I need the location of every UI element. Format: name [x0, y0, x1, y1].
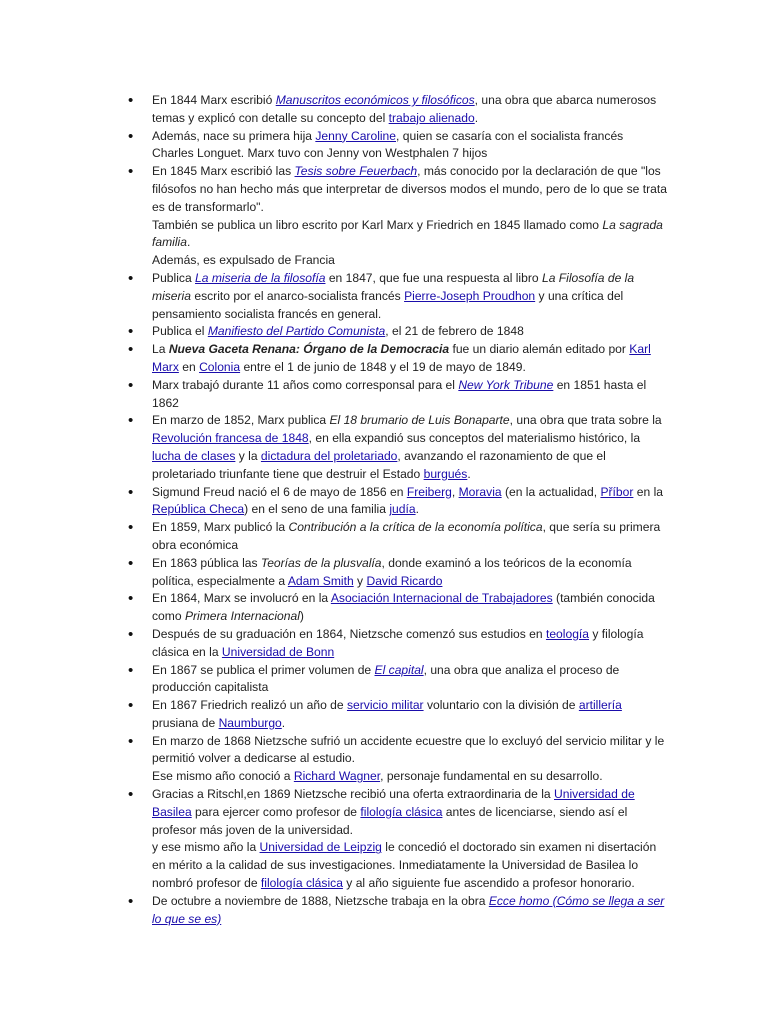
text-run: La Filosofía de la miseria — [152, 270, 635, 303]
text-run: En 1863 pública las — [152, 555, 261, 570]
text-run: Marx trabajó durante 11 años como corresponsal para el — [152, 377, 459, 392]
text-run: , personaje fundamental en su desarrollo. — [380, 769, 603, 784]
text-run: antes de licenciarse, siendo así el profesor más joven de la universidad. — [152, 804, 628, 837]
text-run: En marzo de 1852, Marx publica — [152, 413, 330, 428]
timeline-item-eccehomo — [128, 893, 668, 929]
text-run: En 1844 Marx escribió — [152, 93, 276, 107]
link[interactable]: teología — [545, 626, 590, 641]
timeline-item-e1845 — [128, 163, 668, 270]
link[interactable]: Ecce homo (Cómo se llega a ser lo que se es) — [152, 893, 665, 926]
text-run: ) — [299, 609, 304, 624]
text-run: en — [178, 359, 200, 374]
text-run: Además, es expulsado de Francia — [152, 253, 335, 268]
link[interactable]: La miseria de la filosofía — [195, 270, 326, 285]
timeline-item-asociacion — [128, 590, 668, 626]
link[interactable]: Příbor — [600, 484, 634, 499]
timeline-item-gaceta — [128, 341, 668, 377]
link[interactable]: Manuscritos económicos y filosóficos — [275, 93, 475, 107]
link[interactable]: New York Tribune — [458, 377, 554, 392]
text-run: . — [415, 502, 419, 517]
timeline-item-contribucion — [128, 519, 668, 555]
text-run: y ese mismo año la — [152, 840, 260, 855]
text-run: La sagrada familia — [152, 217, 663, 250]
text-run: y filología clásica en la — [152, 626, 644, 659]
link[interactable]: David Ricardo — [366, 573, 443, 588]
timeline-item-e1844 — [128, 92, 668, 128]
text-run: Publica el — [152, 324, 208, 339]
text-run: En 1859, Marx publicó la — [152, 520, 289, 535]
text-run: En 1867 se publica el primer volumen de — [152, 662, 375, 677]
timeline-item-freud — [128, 484, 668, 520]
text-run: en 1851 hasta el 1862 — [152, 377, 647, 410]
timeline-item-hija — [128, 128, 668, 164]
text-run: y una crítica del pensamiento socialista francés en general. — [152, 288, 624, 321]
text-run: , que sería su primera obra económica — [152, 520, 661, 552]
timeline-list — [128, 92, 668, 928]
text-run: También se publica un libro escrito por Karl Marx y Friedrich en 1845 llamado como — [152, 217, 603, 232]
text-run: ) en el seno de una familia — [244, 502, 390, 517]
text-run: y — [353, 573, 367, 588]
text-run: . — [467, 466, 471, 481]
text-run: , una obra que analiza el proceso de producción capitalista — [152, 662, 620, 695]
text-run: La — [152, 342, 169, 357]
text-run: prusiana de — [152, 715, 219, 730]
text-run: , en ella expandió sus conceptos del materialismo histórico, la — [308, 431, 641, 446]
text-run: voluntario con la división de — [423, 698, 579, 713]
timeline-item-tribune — [128, 377, 668, 413]
link[interactable]: trabajo alienado — [388, 110, 475, 125]
link[interactable]: Manifiesto del Partido Comunista — [207, 324, 386, 339]
timeline-item-miseria — [128, 270, 668, 323]
text-run: , avanzando el razonamiento de que el proletariado triunfante tiene que destruir el Estado — [152, 448, 606, 481]
text-run: en la — [633, 484, 663, 499]
timeline-item-militar — [128, 697, 668, 733]
text-run: De octubre a noviembre de 1888, Nietzsche trabaja en la obra — [152, 893, 489, 908]
text-run: Sigmund Freud nació el 6 de mayo de 1856 en — [152, 484, 407, 499]
text-run: En 1867 Friedrich realizó un año de — [152, 698, 347, 713]
text-run: , una obra que abarca numerosos temas y explicó con detalle su concepto del — [152, 93, 657, 125]
text-run: le concedió el doctorado sin examen ni disertación en mérito a la calidad de sus investigaciones. Inmediatamente la Universidad de Basilea lo nombró profesor de — [152, 840, 657, 891]
timeline-item-plusvalia — [128, 555, 668, 591]
link[interactable]: Universidad de Bonn — [221, 644, 335, 659]
text-run: En 1864, Marx se involucró en la — [152, 591, 331, 606]
link[interactable]: artillería — [578, 698, 622, 713]
link[interactable]: Tesis sobre Feuerbach — [294, 164, 418, 179]
link[interactable]: Revolución francesa de 1848 — [152, 431, 309, 446]
link[interactable]: Universidad de Basilea — [152, 787, 635, 819]
text-run: en 1847, que fue una respuesta al libro — [325, 270, 542, 285]
link[interactable]: Karl Marx — [152, 342, 651, 374]
link[interactable]: República Checa — [152, 502, 245, 517]
text-run: entre el 1 de junio de 1848 y el 19 de mayo de 1849. — [240, 359, 526, 374]
link[interactable]: dictadura del proletariado — [260, 448, 398, 463]
text-run: escrito por el anarco-socialista francés — [190, 288, 405, 303]
text-run: Contribución a la crítica de la economía política — [288, 520, 543, 535]
text-run: (en la actualidad, — [501, 484, 601, 499]
link[interactable]: filología clásica — [260, 876, 343, 891]
text-run: Ese mismo año conoció a — [152, 769, 294, 784]
link[interactable]: filología clásica — [360, 804, 443, 819]
text-run: Gracias a Ritschl,en 1869 Nietzsche recibió una oferta extraordinaria de la — [152, 787, 554, 802]
text-run: . — [186, 235, 191, 250]
link[interactable]: Freiberg — [406, 484, 452, 499]
text-run: fue un diario alemán editado por — [449, 342, 630, 357]
text-run: , una obra que trata sobre la — [509, 413, 662, 428]
timeline-item-capital — [128, 662, 668, 698]
text-run: y al año siguiente fue ascendido a profesor honorario. — [342, 876, 635, 891]
text-run: , — [451, 484, 459, 499]
text-run: Después de su graduación en 1864, Nietzsche comenzó sus estudios en — [152, 626, 546, 641]
text-run: y la — [235, 448, 261, 463]
text-run: En marzo de 1868 Nietzsche sufrió un accidente ecuestre que lo excluyó del servicio militar y le permitió volver a dedicarse al estudio. — [152, 733, 665, 766]
text-run: (también conocida como — [152, 591, 655, 624]
link[interactable]: servicio militar — [346, 698, 424, 713]
text-run: El 18 brumario de Luis Bonaparte — [329, 413, 510, 428]
timeline-item-basilea — [128, 786, 668, 893]
link[interactable]: Moravia — [458, 484, 502, 499]
text-run: , quien se casaría con el socialista francés Charles Longuet. Marx tuvo con Jenny von Westphalen 7 hijos — [152, 128, 624, 161]
text-run: Además, nace su primera hija — [152, 128, 316, 143]
text-run: Teorías de la plusvalía — [260, 555, 382, 570]
text-run: En 1845 Marx escribió las — [152, 164, 295, 179]
link[interactable]: Universidad de Leipzig — [259, 840, 382, 855]
link[interactable]: Asociación Internacional de Trabajadores — [330, 591, 553, 606]
text-run: Nueva Gaceta Renana: Órgano de la Democracia — [168, 342, 450, 357]
timeline-item-brumario — [128, 412, 668, 483]
link[interactable]: Pierre-Joseph Proudhon — [404, 288, 536, 303]
link[interactable]: lucha de clases — [152, 448, 236, 463]
link[interactable]: Jenny Caroline — [315, 128, 397, 143]
link[interactable]: Naumburgo — [218, 715, 282, 730]
text-run: . — [281, 715, 286, 730]
text-run: , el 21 de febrero de 1848 — [385, 324, 524, 339]
link[interactable]: Colonia — [199, 359, 241, 374]
link[interactable]: Richard Wagner — [293, 769, 381, 784]
link[interactable]: judía — [389, 502, 416, 517]
text-run: Primera Internacional — [184, 609, 300, 624]
link[interactable]: burgués — [423, 466, 468, 481]
text-run: Publica — [152, 270, 196, 285]
timeline-item-manifiesto — [128, 323, 668, 341]
timeline-item-accidente — [128, 733, 668, 786]
timeline-item-bonn — [128, 626, 668, 662]
text-run: . — [474, 110, 479, 125]
link[interactable]: El capital — [374, 662, 424, 677]
text-run: , más conocido por la declaración de que "los filósofos no han hecho más que interpretar de diversos modos el mundo, pero de lo que se trata es de transformarlo". — [152, 164, 667, 214]
text-run: , donde examinó a los teóricos de la economía política, especialmente a — [152, 555, 632, 588]
link[interactable]: Adam Smith — [287, 573, 354, 588]
text-run: para ejercer como profesor de — [191, 804, 361, 819]
